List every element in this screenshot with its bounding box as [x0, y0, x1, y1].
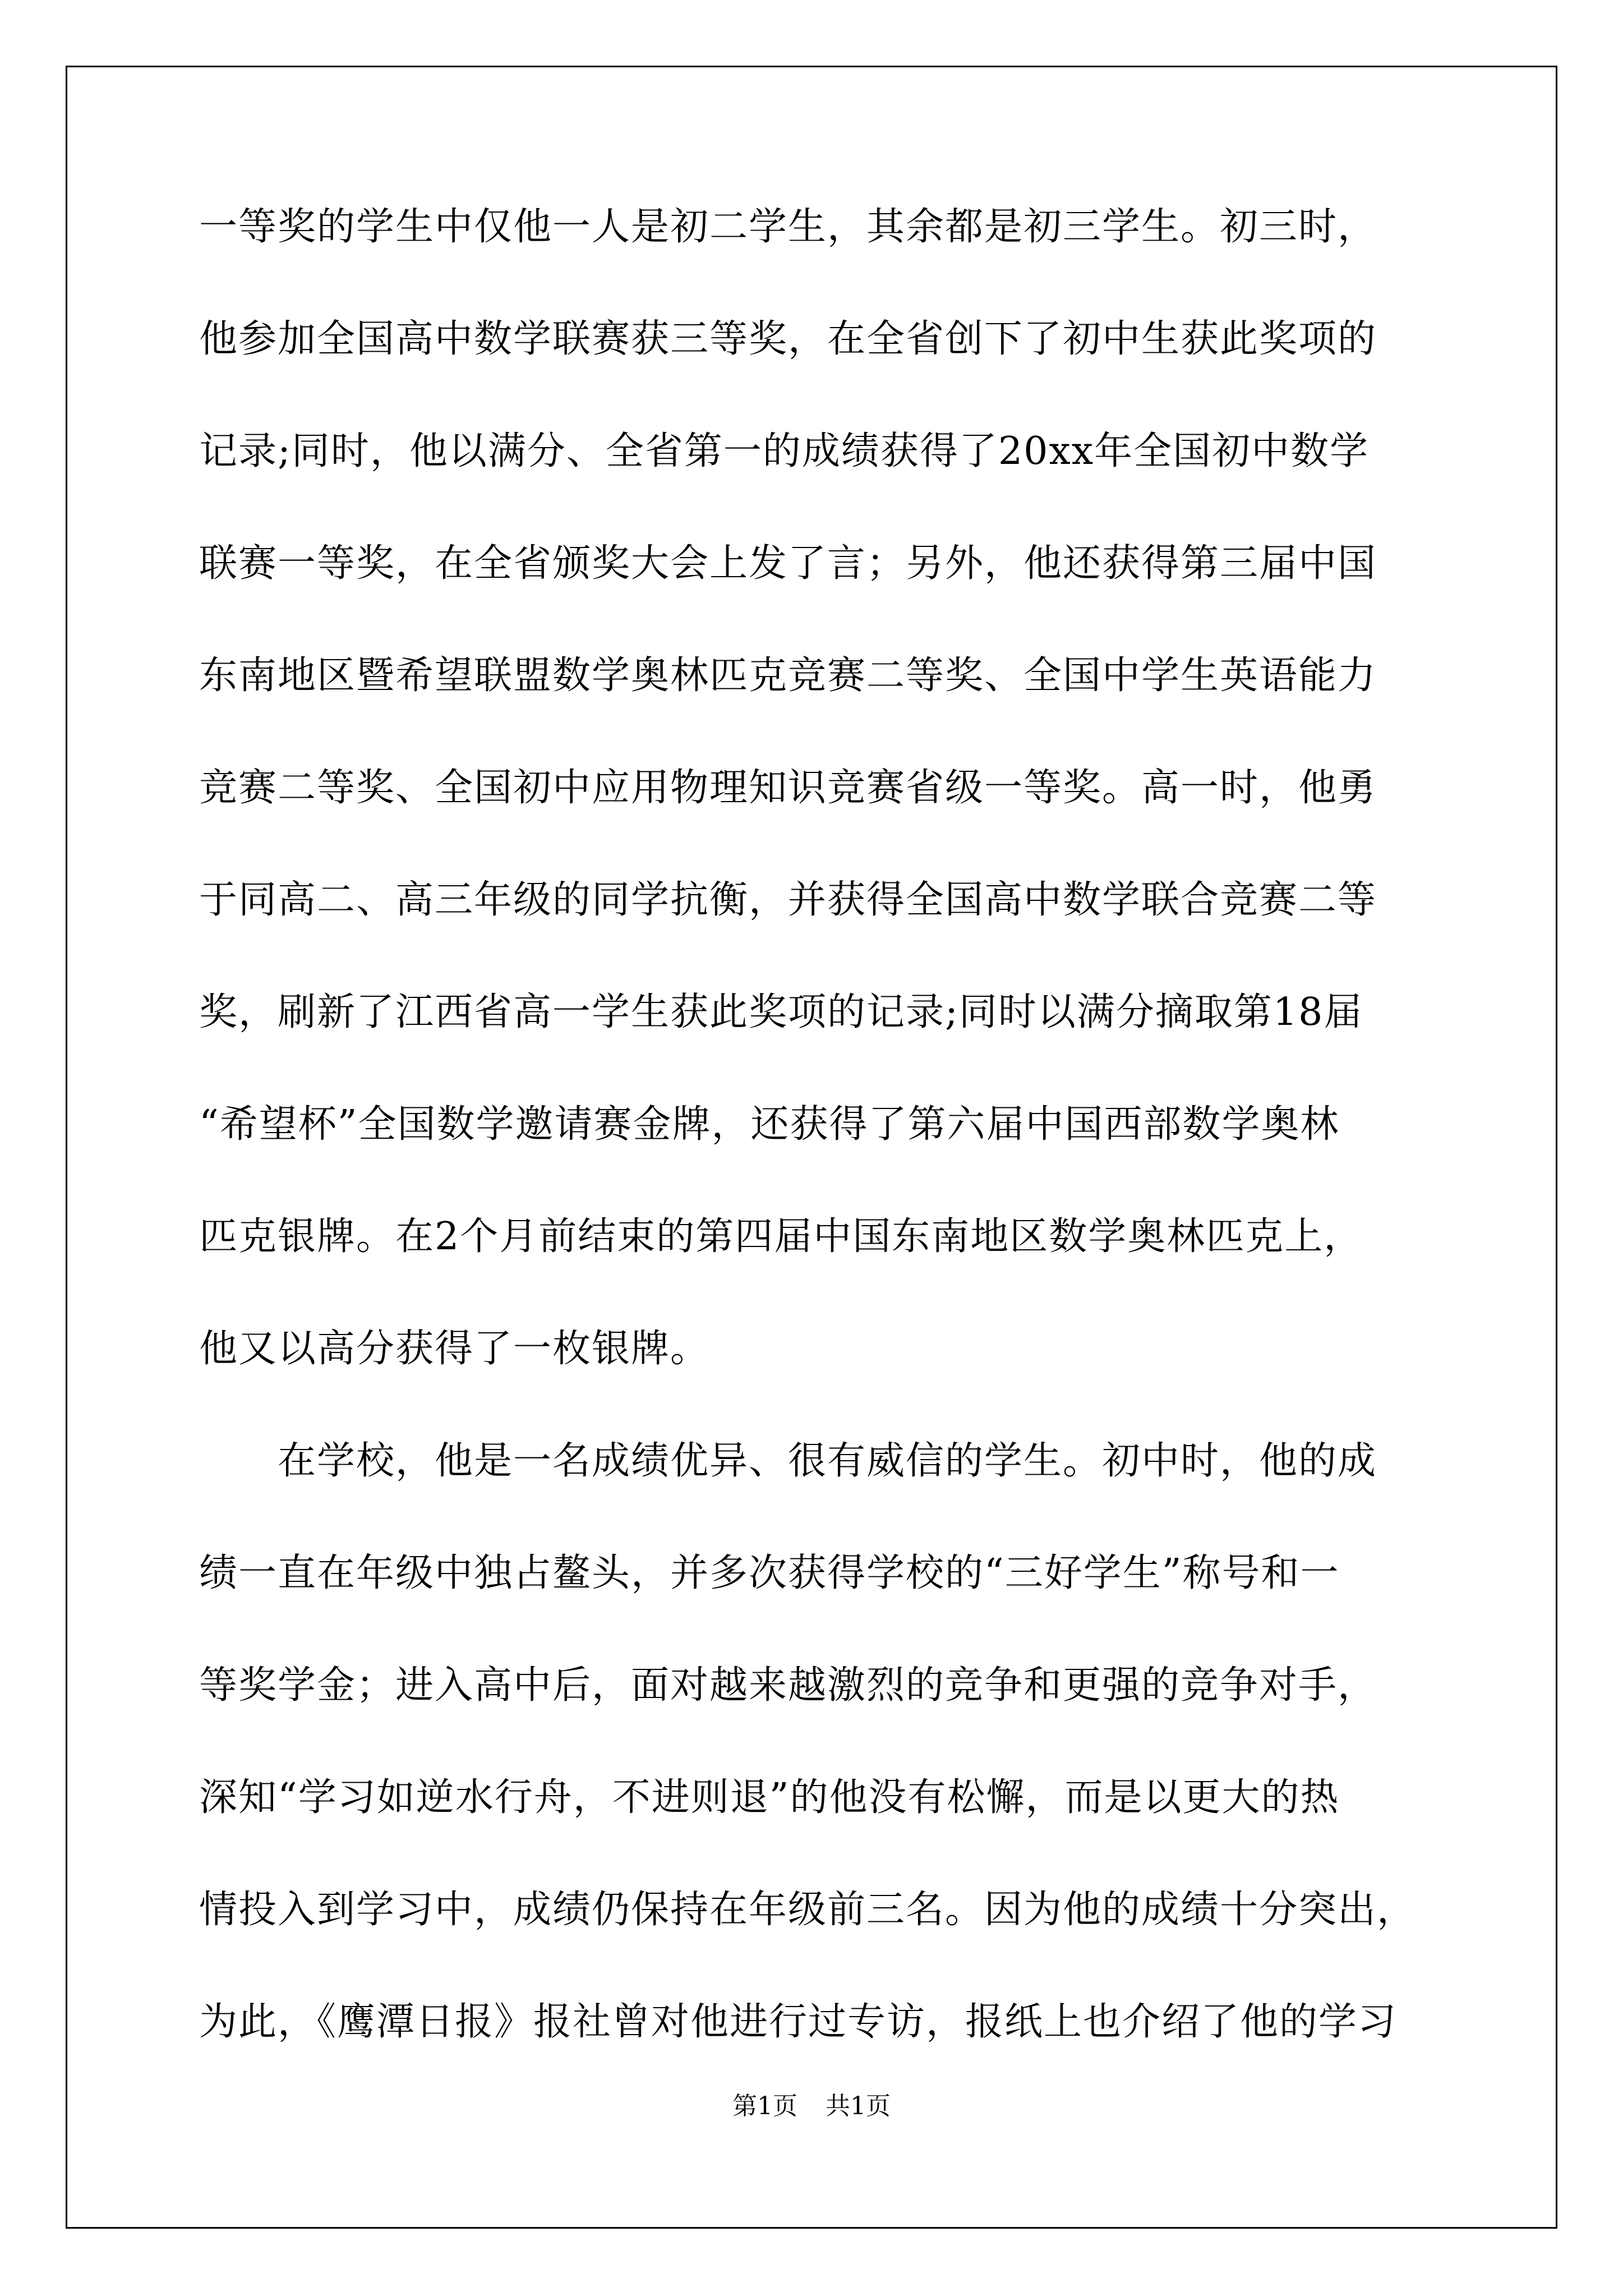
- paragraph-2-line-1: 在学校，他是一名成绩优异、很有威信的学生。初中时，他的成: [278, 1439, 1377, 1483]
- paragraph-1-line-7: 于同高二、高三年级的同学抗衡，并获得全国高中数学联合竞赛二等: [199, 878, 1377, 922]
- paragraph-1-line-2: 他参加全国高中数学联赛获三等奖，在全省创下了初中生获此奖项的: [199, 317, 1377, 361]
- paragraph-2-line-3: 等奖学金；进入高中后，面对越来越激烈的竞争和更强的竞争对手，: [199, 1663, 1377, 1708]
- paragraph-2-line-6: 为此，《鹰潭日报》报社曾对他进行过专访，报纸上也介绍了他的学习: [199, 2000, 1398, 2044]
- total-pages: 共1页: [826, 2092, 891, 2120]
- paragraph-2-line-2: 绩一直在年级中独占鳌头，并多次获得学校的“三好学生”称号和一: [199, 1551, 1340, 1595]
- paragraph-1-line-10: 匹克银牌。在2个月前结束的第四届中国东南地区数学奥林匹克上，: [199, 1214, 1363, 1259]
- paragraph-2-line-5: 情投入到学习中，成绩仍保持在年级前三名。因为他的成绩十分突出，: [199, 1888, 1417, 1932]
- paragraph-1-line-5: 东南地区暨希望联盟数学奥林匹克竞赛二等奖、全国中学生英语能力: [199, 654, 1377, 698]
- paragraph-1-line-3: 记录;同时，他以满分、全省第一的成绩获得了20xx年全国初中数学: [199, 429, 1370, 473]
- paragraph-2-line-4: 深知“学习如逆水行舟，不进则退”的他没有松懈，而是以更大的热: [199, 1775, 1340, 1820]
- paragraph-1-line-11: 他又以高分获得了一枚银牌。: [199, 1327, 710, 1371]
- paragraph-1-line-8: 奖，刷新了江西省高一学生获此奖项的记录;同时以满分摘取第18届: [199, 990, 1363, 1034]
- paragraph-1-line-6: 竞赛二等奖、全国初中应用物理知识竞赛省级一等奖。高一时，他勇: [199, 766, 1377, 810]
- page-number: 第1页: [732, 2092, 797, 2120]
- page-footer: [0, 2090, 1623, 2123]
- paragraph-1-line-9: “希望杯”全国数学邀请赛金牌，还获得了第六届中国西部数学奥林: [199, 1102, 1340, 1147]
- paragraph-1-line-4: 联赛一等奖，在全省颁奖大会上发了言；另外，他还获得第三届中国: [199, 541, 1377, 586]
- paragraph-1-line-1: 一等奖的学生中仅他一人是初二学生，其余都是初三学生。初三时，: [199, 205, 1377, 249]
